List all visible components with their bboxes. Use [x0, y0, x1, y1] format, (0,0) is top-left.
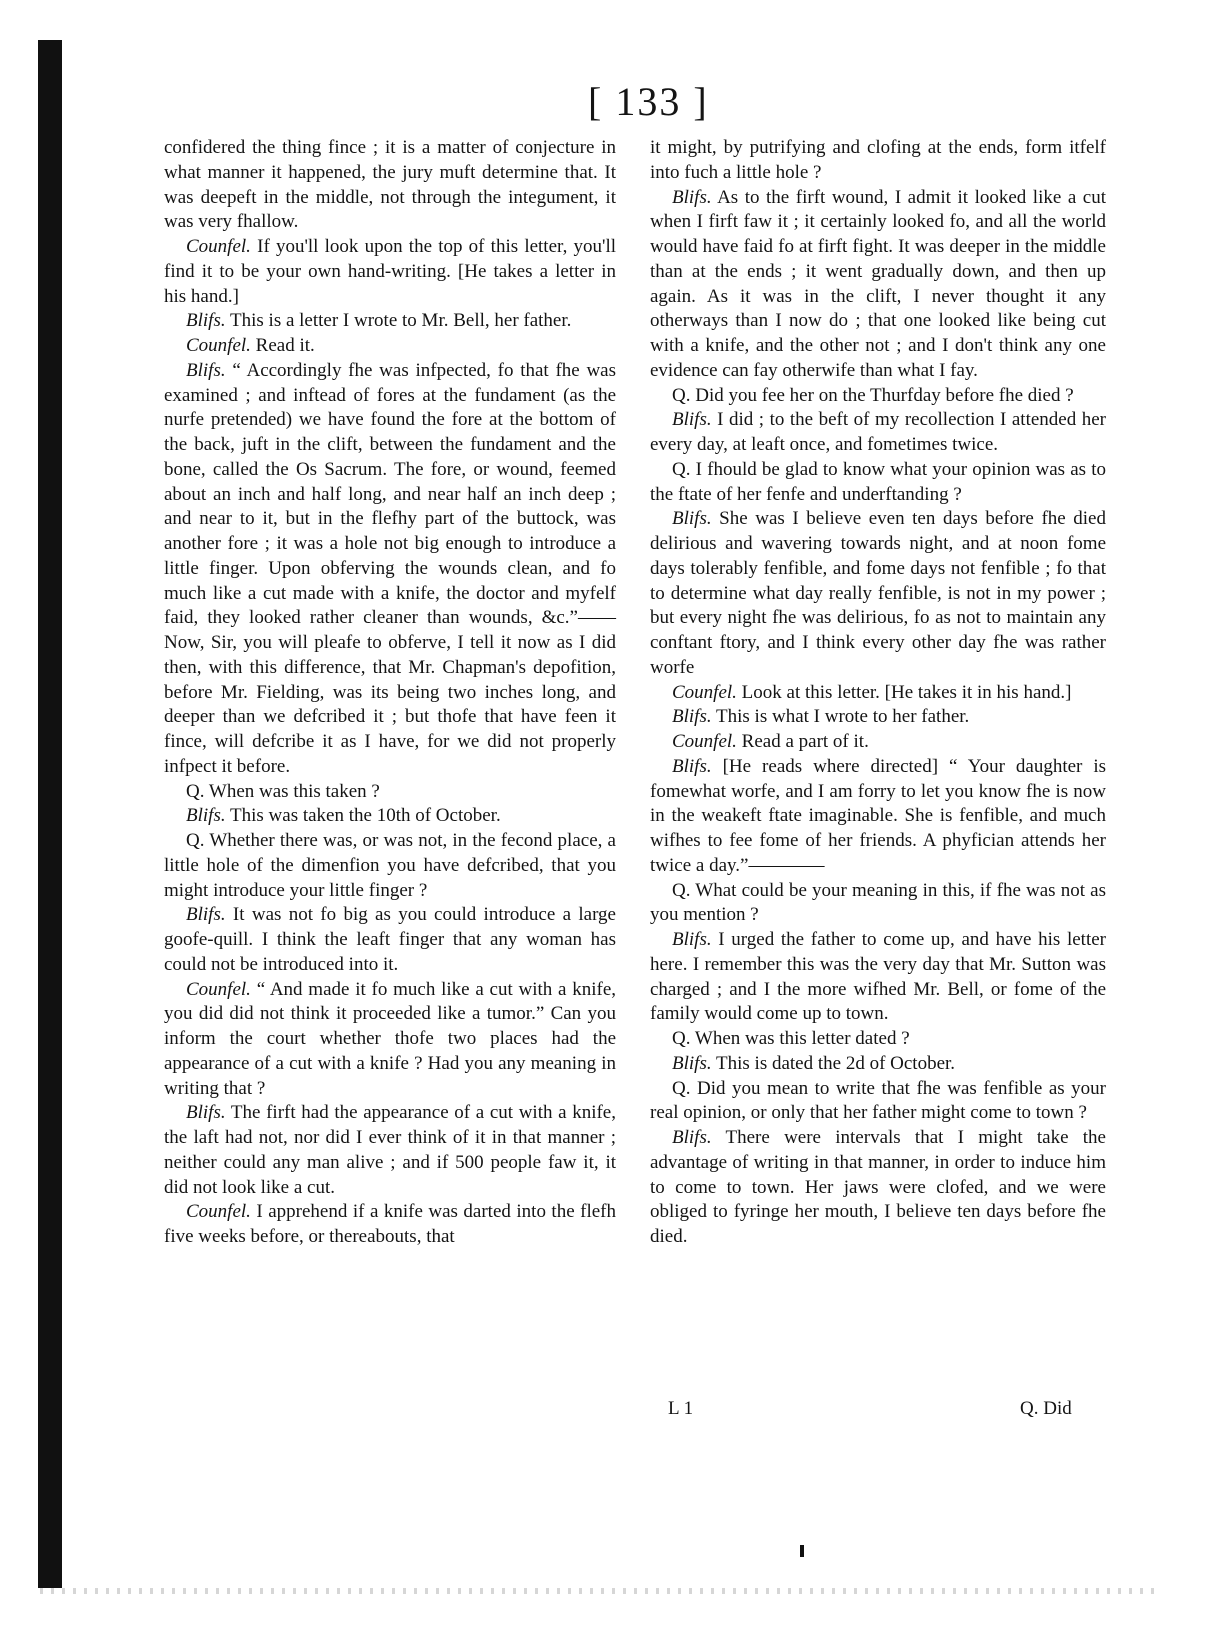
paragraph-text: [He reads where directed] “ Your daughter is fomewhat worfe, and I am forry to let you know fhe is now in the weakeft ftate imaginable. She is fenfible, and much wifhes to fee fome of her friends. A phyfician attends her twice a day.”————	[650, 755, 1107, 876]
speaker-label: Blifs.	[672, 929, 712, 950]
paragraph	[650, 879, 1106, 929]
speaker-label: Blifs.	[672, 706, 712, 728]
paragraph	[164, 978, 616, 1102]
paragraph-text: She was I believe even ten days before fhe died delirious and wavering towards night, and at noon fome days tolerably fenfible, and fome days not fenfible ; fo that to determine what day really fenfible, is not in my power ; but every night fhe was delirious, fo as not to maintain any conftant ftory, and I think every other day fhe was rather worfe	[650, 508, 1106, 678]
speaker-label: Counfel.	[672, 731, 737, 752]
paragraph-text: I did ; to the beft of my recollection I attended her every day, at leaft once, and fometimes twice.	[650, 409, 1107, 455]
paragraph	[164, 780, 616, 805]
speaker-label: Counfel.	[186, 978, 251, 1000]
speaker-label: Q.	[186, 830, 205, 851]
right-column	[650, 136, 1106, 1250]
paragraph-text: This is what I wrote to her father.	[716, 706, 970, 728]
paragraph	[650, 136, 1106, 186]
paragraph	[164, 804, 616, 829]
paragraph-text: I apprehend if a knife was darted into the flefh five weeks before, or thereabouts, that	[164, 1201, 616, 1247]
scan-edge-shadow	[38, 40, 62, 1588]
paragraph	[650, 755, 1106, 879]
paragraph-text: Look at this letter. [He takes it in his hand.]	[741, 681, 1072, 703]
paragraph	[650, 1052, 1106, 1077]
speaker-label: Counfel.	[186, 335, 251, 356]
speaker-label: Blifs.	[672, 1052, 712, 1074]
paragraph	[164, 1200, 616, 1250]
paragraph-text: Read a part of it.	[741, 731, 869, 752]
paragraph	[650, 730, 1106, 755]
paragraph	[650, 507, 1106, 680]
paragraph-text: As to the firft wound, I admit it looked like a cut when I firft faw it ; it certainly looked fo, and all the world would have faid fo at firft fight. It was deeper in the middle than at the ends ; it went gradually down, and then up again. As it was in the clift, I never thought it any otherways than I now do ; that one looked like being cut with a knife, and the other not ; and I don't think any one evidence can fay otherwife than what I fay.	[650, 186, 1106, 381]
paragraph	[650, 705, 1106, 730]
paragraph-text: This is dated the 2d of October.	[716, 1052, 956, 1074]
speaker-label: Blifs.	[186, 359, 226, 381]
paragraph-text: When was this letter dated ?	[694, 1028, 910, 1049]
speaker-label: Blifs.	[672, 186, 712, 208]
ink-speck	[800, 1545, 804, 1557]
paragraph	[650, 186, 1106, 384]
paragraph	[164, 829, 616, 903]
paragraph-text: I fhould be glad to know what your opinion was as to the ftate of her fenfe and underftanding ?	[650, 458, 1106, 505]
speaker-label: Blifs.	[672, 508, 712, 530]
paragraph-text: Whether there was, or was not, in the fecond place, a little hole of the dimenfion you have defcribed, that you might introduce your little finger ?	[164, 830, 616, 901]
paragraph-text: “ Accordingly fhe was infpected, fo that fhe was examined ; and inftead of fores at the fundament (as the nurfe pretended) we have found the fore at the bottom of the back, juft in the clift, between the fundament and the bone, called the Os Sacrum. The fore, or wound, feemed about an inch and half long, and near half an inch deep ; and near to it, but in the flefhy part of the buttock, was another fore ; it was a hole not big enough to introduce a little finger. Upon obferving the wounds clean, and fo much like a cut made with a knife, the doctor and myfelf faid, they looked rather cleaner than wounds, &c.”—— Now, Sir, you will pleafe to obferve, I tell it now as I did then, with this difference, that Mr. Chapman's depofition, before Mr. Fielding, was its being two inches long, and deeper than we defcribed it ; but thofe that have feen it fince, will defcribe it as I have, for we did not properly infpect it before.	[164, 359, 617, 777]
speaker-label: Counfel.	[186, 236, 251, 257]
speaker-label: Q.	[672, 879, 691, 901]
paragraph-text: This was taken the 10th of October.	[230, 805, 501, 827]
speaker-label: Q.	[672, 458, 691, 480]
speaker-label: Blifs.	[186, 805, 226, 827]
page-number: [ 133 ]	[588, 79, 709, 124]
paragraph	[164, 136, 616, 235]
left-column	[164, 136, 616, 1250]
paragraph-text: Read it.	[255, 335, 315, 356]
paragraph-text: This is a letter I wrote to Mr. Bell, her father.	[230, 310, 572, 332]
paragraph-text: it might, by putrifying and clofing at the ends, form itfelf into fuch a little hole ?	[650, 137, 1106, 183]
speaker-label: Blifs.	[672, 409, 712, 431]
paragraph	[650, 408, 1106, 458]
signature-mark: L 1	[668, 1398, 694, 1419]
speaker-label: Q.	[672, 1028, 691, 1049]
paragraph	[650, 1027, 1106, 1052]
paragraph	[650, 458, 1106, 508]
paragraph	[164, 334, 616, 359]
speaker-label: Counfel.	[186, 1201, 251, 1223]
paragraph-text: There were intervals that I might take the advantage of writing in that manner, in order to induce him to come to town. Her jaws were clofed, and we were obliged to fyringe her mouth, I believe ten days before fhe died.	[650, 1127, 1106, 1247]
speaker-label: Q.	[672, 1077, 691, 1099]
paragraph	[164, 309, 616, 334]
speaker-label: Q.	[186, 780, 205, 802]
paragraph-text: If you'll look upon the top of this letter, you'll find it to be your own hand-writing. [He takes a letter in his hand.]	[164, 236, 617, 307]
speaker-label: Q.	[672, 384, 691, 406]
speaker-label: Blifs.	[672, 1127, 712, 1148]
paragraph	[164, 903, 616, 977]
speaker-label: Blifs.	[186, 904, 226, 926]
paragraph-text: What could be your meaning in this, if fhe was not as you mention ?	[650, 879, 1106, 926]
paragraph	[650, 928, 1106, 1027]
paragraph-text: When was this taken ?	[208, 780, 380, 802]
paragraph	[650, 384, 1106, 409]
paragraph-text: Did you fee her on the Thurfday before fhe died ?	[695, 384, 1074, 406]
paragraph-text: The firft had the appearance of a cut with a knife, the laft had not, nor did I ever think of it in that manner ; neither could any man alive ; and if 500 people faw it, it did not look like a cut.	[164, 1102, 616, 1198]
paragraph-text: I urged the father to come up, and have his letter here. I remember this was the very day that Mr. Sutton was charged ; and I the more wifhed Mr. Bell, or fome of the family would come up to town.	[650, 929, 1107, 1025]
scan-bottom-noise	[40, 1588, 1160, 1594]
paragraph	[164, 235, 616, 309]
paragraph-text: confidered the thing fince ; it is a matter of conjecture in what manner it happened, the jury muft determine that. It was deepeft in the middle, not through the integument, it was very fhallow.	[164, 137, 616, 233]
paragraph	[164, 359, 616, 780]
paragraph	[164, 1101, 616, 1200]
speaker-label: Blifs.	[186, 1102, 226, 1124]
paragraph	[650, 1126, 1106, 1250]
paragraph-text: It was not fo big as you could introduce a large goofe-quill. I think the leaft finger that any woman has could not be introduced into it.	[164, 904, 616, 975]
paragraph	[650, 1077, 1106, 1127]
speaker-label: Blifs.	[672, 755, 712, 777]
speaker-label: Counfel.	[672, 681, 737, 703]
paragraph-text: “ And made it fo much like a cut with a knife, you did did not think it proceeded like a tumor.” Can you inform the court whether thofe two places had the appearance of a cut with a knife ? Had you any meaning in writing that ?	[164, 978, 617, 1099]
paragraph	[650, 681, 1106, 706]
paragraph-text: Did you mean to write that fhe was fenfible as your real opinion, or only that her father might come to town ?	[650, 1077, 1107, 1124]
speaker-label: Blifs.	[186, 310, 226, 332]
catchword: Q. Did	[1020, 1398, 1072, 1419]
